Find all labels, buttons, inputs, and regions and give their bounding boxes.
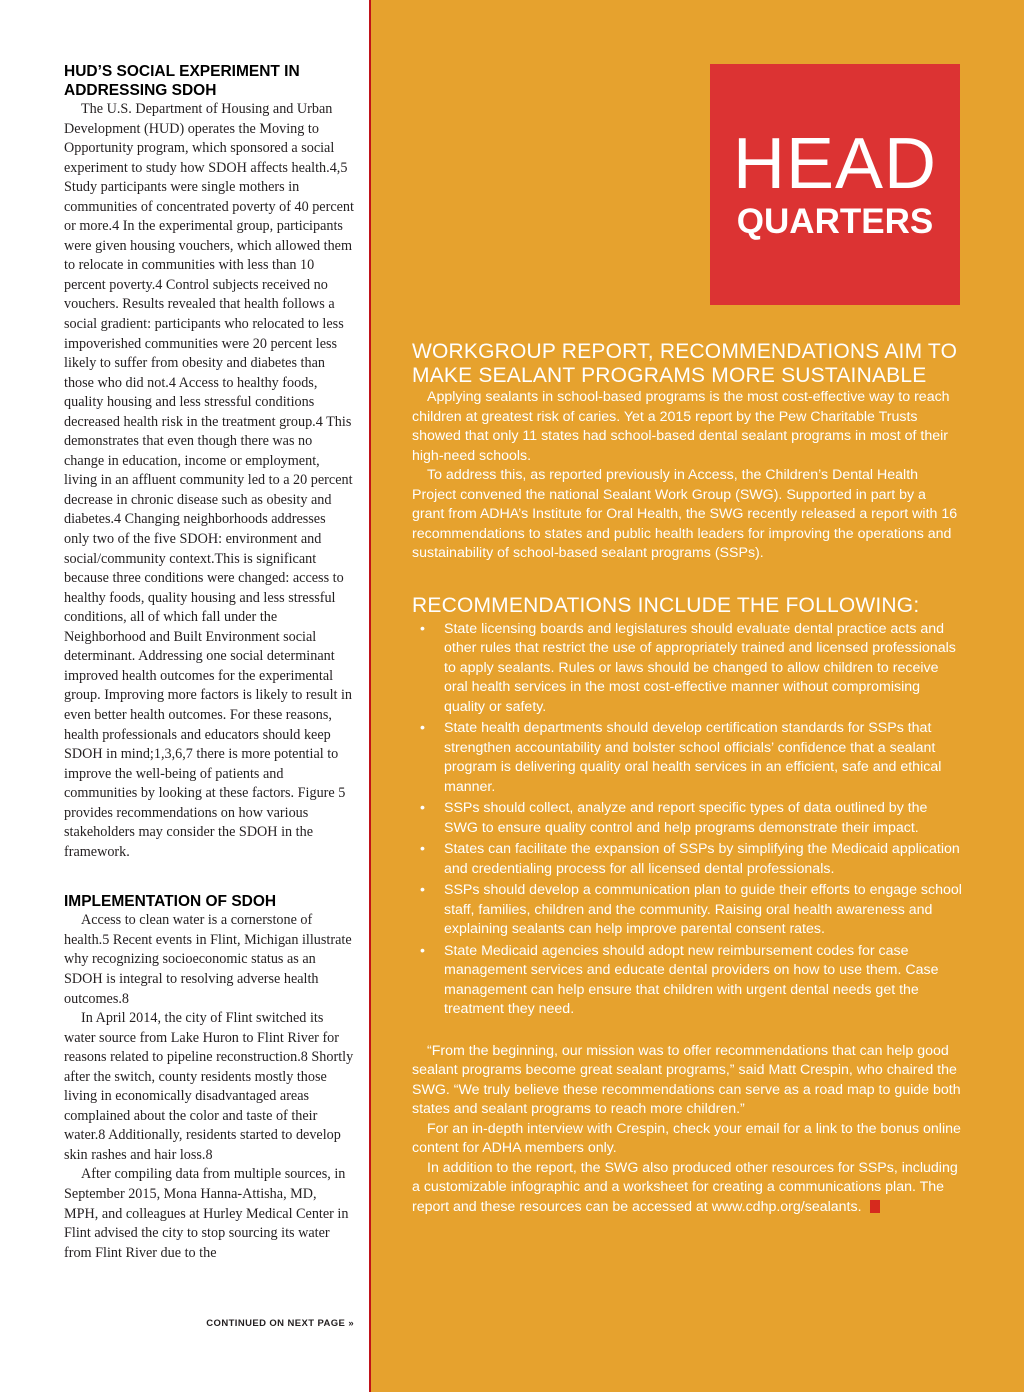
list-item: • SSPs should develop a communication plan to guide their efforts to engage school staff, families, children and the community. Raising oral health awareness and explaining sealants can help improve parental consent rates. [444,881,962,940]
implementation-paragraph: In April 2014, the city of Flint switched its water source from Lake Huron to Flint River for reasons related to pipeline reconstruction.8 Shortly after the switch, county residents mostly those living in economically disadvantaged areas complained about the color and taste of their water.8 Additionally, residents started to develop skin rashes and hair loss.8 [64,1010,354,1163]
hud-body: The U.S. Department of Housing and Urban Development (HUD) operates the Moving to Opportunity program, which sponsored a social experiment to study how SDOH affects health.4,5 Study participants were single mothers in communities of concentrated poverty of 40 percent or more.4 In the experimental group, participants were given housing vouchers, which allowed them to relocate in communities with less than 10 percent poverty.4 Control subjects received no vouchers. Results revealed that health follows a social gradient: participants who relocated to less impoverished communities were 20 percent less likely to suffer from obesity and diabetes than those who did not.4 Access to healthy foods, quality housing and less stressful conditions decreased health risk in the treatment group.4 This demonstrates that even though there was no change in education, income or employment, living in an affluent community led to a 20 percent decrease in chronic disease such as obesity and diabetes.4 Changing neighborhoods addresses only two of the five SDOH: environment and social/community context.This is significant because three conditions were changed: access to healthy foods, quality housing and less stressful conditions, all of which fall under the Neighborhood and Built Environment social determinant. Addressing one social determinant improved health outcomes for the experimental group. Improving more factors is likely to result in even better health outcomes. For these reasons, health professionals and educators should keep SDOH in mind;1,3,6,7 there is more potential to improve the well-being of patients and communities by looking at these factors. Figure 5 provides recommendations on how various stakeholders may consider the SDOH in the framework. [64,101,354,860]
implementation-section [64,892,354,1263]
implementation-heading: IMPLEMENTATION OF SDOH [64,893,277,911]
hud-section [64,62,354,862]
list-item: • State health departments should develop certification standards for SSPs that strengthen accountability and bolster school officials’ confidence that a sealant program is delivering quality oral health services in an efficient, safe and ethical manner. [444,719,962,797]
list-item: • State licensing boards and legislatures should evaluate dental practice acts and other rules that restrict the use of appropriately trained and licensed professionals to apply sealants. Rules or laws should be changed to allow children to receive oral health services in the most cost-effective manner without compromising quality or safety. [444,620,962,718]
right-column [412,340,962,1217]
intro-paragraph: To address this, as reported previously in Access, the Children’s Dental Health Project convened the national Sealant Work Group (SWG). Supported in part by a grant from ADHA’s Institute for Oral Health, the SWG recently released a report with 16 recommendations to states and public health leaders for improving the operations and sustainability of school-based sealant programs (SSPs). [412,467,958,561]
intro-paragraph: Applying sealants in school-based programs is the most cost-effective way to reach children at greatest risk of caries. Yet a 2015 report by the Pew Charitable Trusts showed that only 11 states had school-based dental sealant programs in most of their high-need schools. [412,389,950,464]
list-item: • States can facilitate the expansion of SSPs by simplifying the Medicaid application and credentialing process for all licensed dental professionals. [444,840,962,879]
closing-block [412,1042,962,1218]
recommendations-list [412,620,962,1020]
continued-link[interactable]: CONTINUED ON NEXT PAGE » [206,1318,354,1329]
left-column [64,62,354,1293]
list-item: • State Medicaid agencies should adopt new reimbursement codes for case management services and educate dental providers on how to use them. Case management can help ensure that children with urgent dental needs get the treatment they need. [444,942,962,1020]
badge-title: HEAD [732,124,938,204]
end-mark-icon [870,1200,880,1213]
badge-subtitle: QUARTERS [736,202,934,241]
implementation-paragraph: After compiling data from multiple sources, in September 2015, Mona Hanna-Attisha, MD, MPH, and colleagues at Hurley Medical Center in Flint advised the city to stop sourcing its water from Flint River due to the [64,1166,349,1261]
hud-heading: HUD’S SOCIAL EXPERIMENT IN ADDRESSING SDOH [64,63,300,99]
article-title: WORKGROUP REPORT, RECOMMENDATIONS AIM TO MAKE SEALANT PROGRAMS MORE SUSTAINABLE [412,340,958,387]
recommendations-heading: RECOMMENDATIONS INCLUDE THE FOLLOWING: [412,593,920,617]
implementation-paragraph: Access to clean water is a cornerstone of health.5 Recent events in Flint, Michigan illustrate why recognizing socioeconomic status as an SDOH is integral to resolving adverse health outcomes.8 [64,912,352,1007]
list-item: • SSPs should collect, analyze and report specific types of data outlined by the SWG to ensure quality control and help programs demonstrate their impact. [444,799,962,838]
headquarters-badge [710,64,960,305]
closing-text: In addition to the report, the SWG also produced other resources for SSPs, including a customizable infographic and a worksheet for creating a communications plan. The report and these resources can be accessed at www.cdhp.org/sealants. [412,1159,958,1215]
closing-paragraph: “From the beginning, our mission was to offer recommendations that can help good sealant programs become great sealant programs,” said Matt Crespin, who chaired the SWG. “We truly believe these recommendations can serve as a road map to guide both states and sealant programs to reach more children.” [412,1042,961,1117]
closing-paragraph: For an in-depth interview with Crespin, check your email for a link to the bonus online content for ADHA members only. [412,1120,961,1156]
closing-paragraph [412,1159,962,1218]
